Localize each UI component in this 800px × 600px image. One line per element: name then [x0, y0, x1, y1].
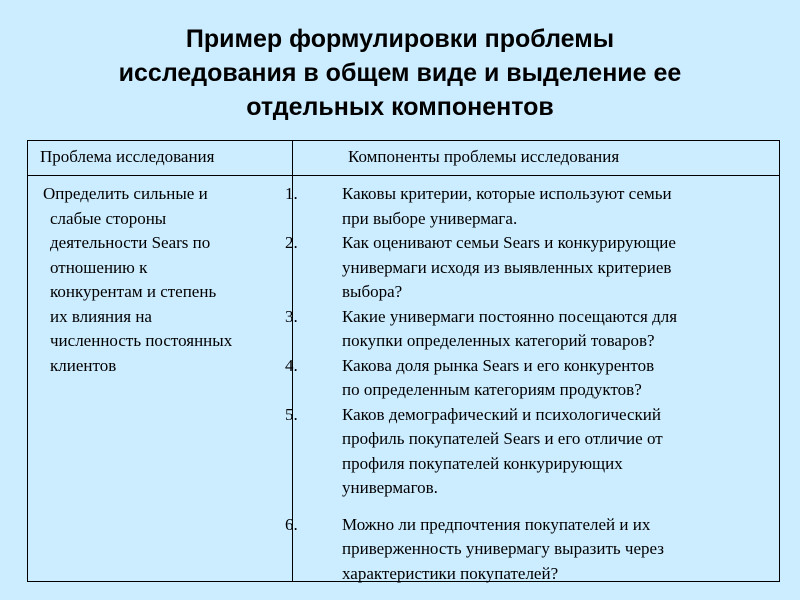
item-line: Каков демографический и психологический — [342, 404, 661, 424]
item-number: 6. — [285, 514, 298, 534]
item-line: Какие универмаги постоянно посещаются для — [342, 306, 678, 326]
slide-title — [0, 22, 800, 124]
title-line-1: Пример формулировки проблемы — [185, 25, 615, 53]
item-line: по определенным категориям продуктов? — [342, 380, 642, 399]
item-line: Какова доля рынка Sears и его конкурентов — [342, 355, 655, 375]
problem-line: их влияния на — [50, 306, 152, 326]
item-line: универмаги исходя из выявленных критериев — [342, 257, 672, 277]
problem-line: отношению к — [50, 257, 148, 277]
problem-line: численность постоянных — [50, 331, 233, 350]
item-line: Каковы критерии, которые используют семьи — [342, 184, 672, 203]
item-line: универмагов. — [342, 478, 438, 497]
item-line: приверженность универмагу выразить через — [342, 539, 664, 558]
header-divider — [28, 175, 779, 176]
component-item-3 — [285, 305, 780, 354]
item-number: 1. — [285, 184, 298, 203]
component-item-5 — [285, 403, 780, 501]
item-line: Можно ли предпочтения покупателей и их — [342, 514, 651, 534]
components-list — [285, 182, 780, 586]
item-number: 4. — [285, 355, 298, 375]
item-line: Как оценивают семьи Sears и конкурирующие — [342, 233, 676, 252]
problem-line: деятельности Sears по — [50, 233, 211, 252]
title-line-2: исследования в общем виде и выделение ее — [118, 59, 682, 87]
header-components: Компоненты проблемы исследования — [348, 147, 620, 166]
item-line: характеристики покупателей? — [342, 563, 559, 583]
problem-line: конкурентам и степень — [50, 282, 217, 301]
component-item-2 — [285, 231, 780, 305]
header-problem: Проблема исследования — [40, 147, 215, 166]
item-line: выбора? — [342, 282, 403, 301]
item-number: 3. — [285, 306, 298, 326]
item-line: покупки определенных категорий товаров? — [342, 331, 655, 350]
item-number: 2. — [285, 233, 298, 252]
component-item-4 — [285, 354, 780, 403]
item-line: при выборе универмага. — [342, 208, 518, 228]
item-line: профиля покупателей конкурирующих — [342, 453, 623, 473]
problem-line: клиентов — [50, 355, 117, 375]
item-line: профиль покупателей Sears и его отличие от — [342, 429, 663, 448]
problem-cell — [43, 182, 233, 378]
component-item-1 — [285, 182, 780, 231]
problem-line: слабые стороны — [50, 208, 167, 228]
title-line-3: отдельных компонентов — [246, 93, 554, 121]
component-item-6 — [285, 513, 780, 587]
problem-line: Определить сильные и — [43, 184, 208, 203]
research-problem-table — [27, 140, 780, 582]
item-number: 5. — [285, 404, 298, 424]
